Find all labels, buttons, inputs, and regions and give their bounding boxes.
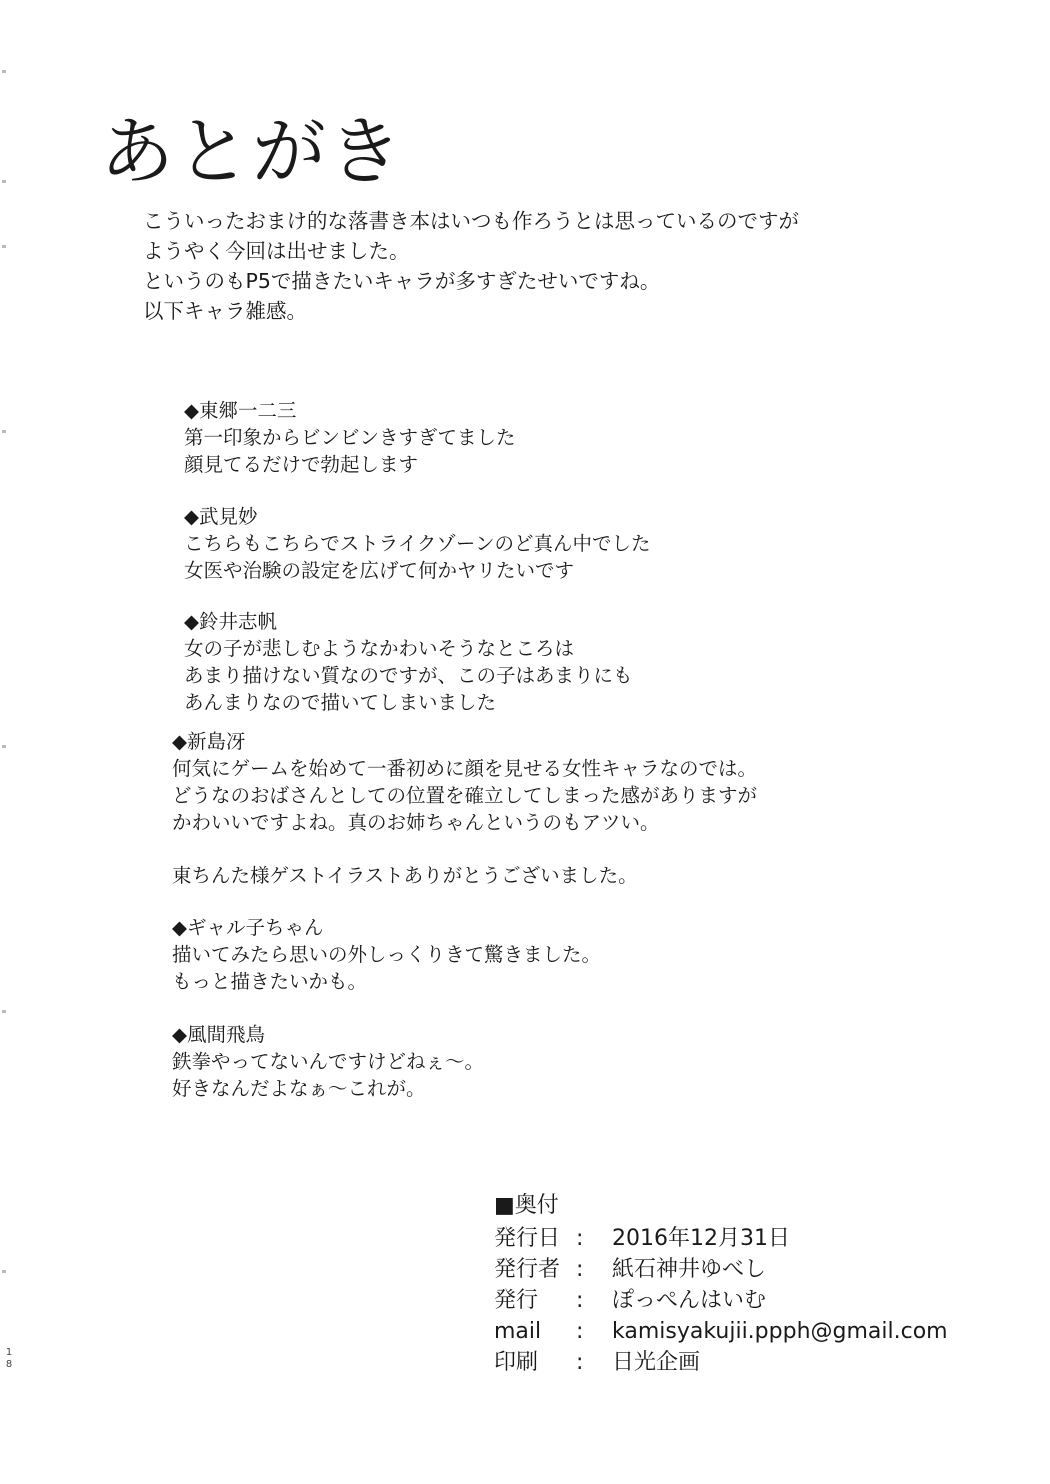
note-line: あんまりなので描いてしまいました	[184, 691, 497, 714]
note-line: 東ちんた様ゲストイラストありがとうございました。	[172, 864, 638, 887]
colophon-separator: :	[576, 1257, 584, 1282]
colophon-value: ぽっぺんはいむ	[612, 1288, 767, 1313]
note-line: こちらもこちらでストライクゾーンのど真ん中でした	[184, 532, 651, 555]
page-number	[5, 1347, 13, 1371]
guest-thanks	[172, 862, 992, 889]
scan-mark	[2, 1010, 6, 1013]
character-note-gyaruko	[172, 914, 992, 995]
intro-line: ようやく今回は出せました。	[143, 239, 410, 263]
scan-mark	[2, 180, 6, 183]
page-number-digit: 1	[5, 1347, 13, 1358]
character-heading: ◆東郷一二三	[184, 399, 297, 422]
character-note-takemi	[184, 503, 1004, 584]
note-line: 女の子が悲しむようなかわいそうなところは	[184, 637, 575, 660]
colophon-separator: :	[576, 1350, 584, 1375]
colophon-key: 発行	[494, 1288, 539, 1313]
intro-line: というのもP5で描きたいキャラが多すぎたせいですね。	[143, 269, 661, 293]
note-line: 顔見てるだけで勃起します	[184, 453, 419, 476]
scan-mark	[2, 745, 6, 748]
note-line: あまり描けない質なのですが、この子はあまりにも	[184, 664, 633, 687]
scan-mark	[2, 245, 6, 248]
intro-line: 以下キャラ雑感。	[143, 299, 307, 323]
intro-line: こういったおまけ的な落書き本はいつも作ろうとは思っているのですが	[143, 209, 799, 233]
character-note-togo	[184, 397, 1004, 478]
note-line: もっと描きたいかも。	[172, 970, 368, 993]
colophon-key: 発行者	[494, 1257, 561, 1282]
colophon	[494, 1189, 1014, 1378]
colophon-row-mail	[494, 1316, 1014, 1347]
character-heading: ◆武見妙	[184, 505, 258, 528]
note-line: かわいいですよね。真のお姉ちゃんというのもアツい。	[172, 811, 660, 834]
note-line: 好きなんだよなぁ～これが。	[172, 1077, 426, 1100]
colophon-value: 紙石神井ゆべし	[612, 1257, 767, 1282]
character-heading: ◆鈴井志帆	[184, 610, 277, 633]
colophon-key: 発行日	[494, 1226, 561, 1251]
colophon-row-publisher	[494, 1254, 1014, 1285]
colophon-value: 2016年12月31日	[612, 1226, 790, 1251]
scan-mark	[2, 70, 6, 73]
colophon-title: ■奥付	[494, 1193, 559, 1218]
colophon-key: mail	[494, 1319, 542, 1344]
colophon-key: 印刷	[494, 1350, 539, 1375]
scan-mark	[2, 430, 6, 433]
character-heading: ◆ギャル子ちゃん	[172, 916, 324, 939]
colophon-separator: :	[576, 1288, 584, 1313]
character-heading: ◆新島冴	[172, 730, 246, 753]
note-line: 何気にゲームを始めて一番初めに顔を見せる女性キャラなのでは。	[172, 757, 758, 780]
note-line: 鉄拳やってないんですけどねぇ～。	[172, 1050, 485, 1073]
character-heading: ◆風間飛鳥	[172, 1023, 265, 1046]
colophon-separator: :	[576, 1226, 584, 1251]
note-line: 描いてみたら思いの外しっくりきて驚きました。	[172, 943, 602, 966]
character-note-kazama	[172, 1021, 992, 1102]
colophon-row-printer	[494, 1347, 1014, 1378]
page-title: あとがき	[100, 109, 404, 195]
colophon-row-date	[494, 1223, 1014, 1254]
note-line: どうなのおばさんとしての位置を確立してしまった感がありますが	[172, 784, 758, 807]
email-address: kamisyakujii.ppph@gmail.com	[612, 1319, 948, 1344]
character-note-niijima	[172, 728, 992, 836]
note-line: 第一印象からビンビンきすぎてました	[184, 426, 516, 449]
scan-mark	[2, 1270, 6, 1273]
character-note-suzui	[184, 608, 1004, 716]
colophon-separator: :	[576, 1319, 584, 1344]
note-line: 女医や治験の設定を広げて何かヤリたいです	[184, 559, 575, 582]
page-number-digit: 8	[5, 1359, 13, 1370]
colophon-value: 日光企画	[612, 1350, 701, 1375]
intro-paragraph	[143, 206, 1023, 326]
colophon-row-circle	[494, 1285, 1014, 1316]
